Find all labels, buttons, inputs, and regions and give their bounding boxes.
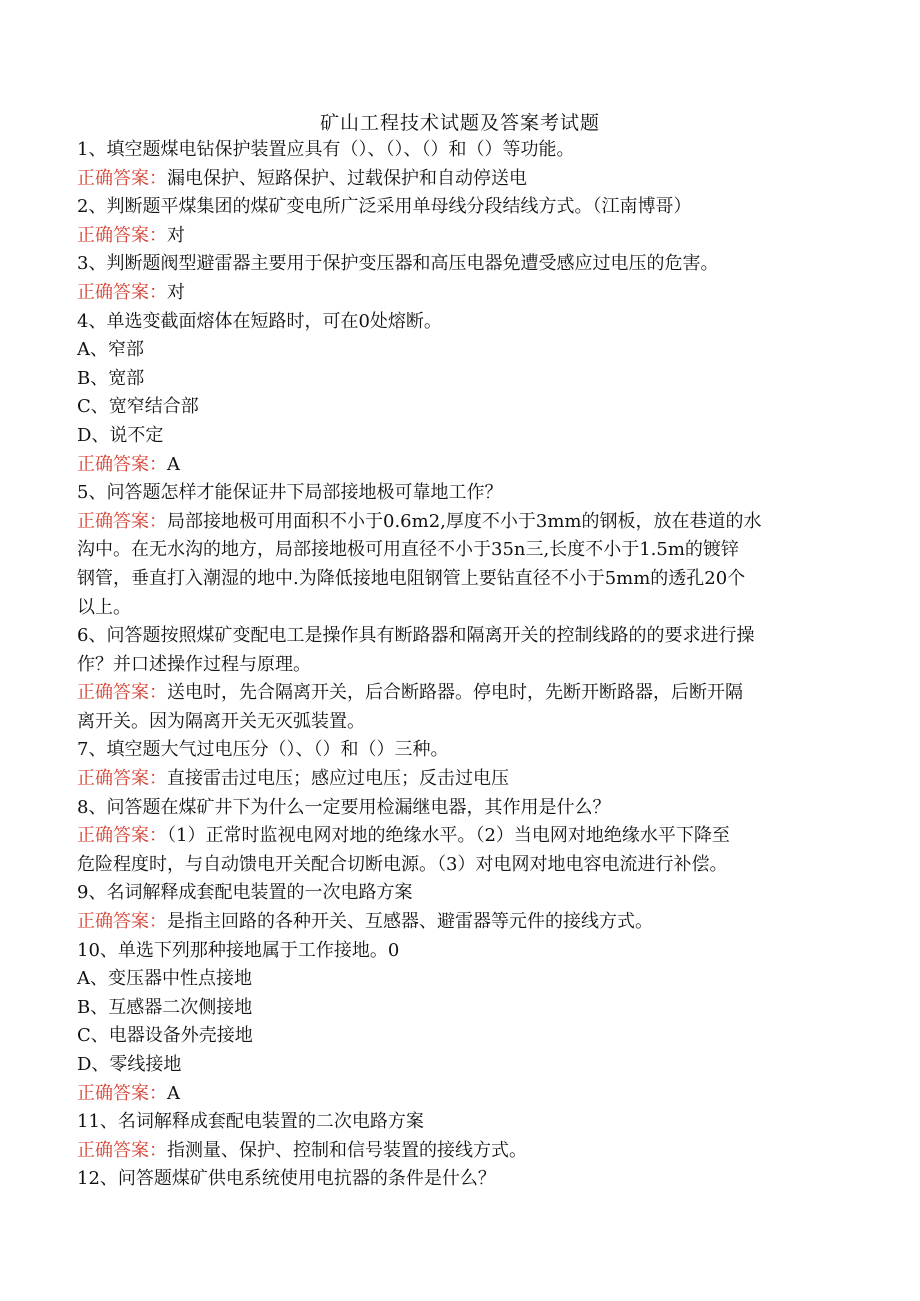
answer-6-line-2: 离开关。因为隔离开关无灭弧装置。 — [77, 710, 365, 732]
answer-text: 是指主回路的各种开关、互感器、避雷器等元件的接线方式。 — [167, 911, 653, 933]
answer-label: 正确答案： — [77, 825, 167, 847]
answer-5-line-4: 以上。 — [77, 596, 131, 618]
question-1: 1、填空题煤电钻保护装置应具有（）、（）、（）和（）等功能。 — [77, 139, 575, 160]
question-10: 10、单选下列那种接地属于工作接地。0 — [77, 939, 400, 961]
answer-7 — [77, 765, 837, 794]
option-b: B、宽部 — [77, 367, 145, 389]
answer-6-line-1 — [77, 679, 837, 708]
answer-text: 局部接地极可用面积不小于0.6m2,厚度不小于3mm的钢板，放在巷道的水 — [167, 510, 762, 532]
question-6-line-2: 作？并口述操作过程与原理。 — [77, 653, 311, 675]
answer-label: 正确答案： — [77, 682, 167, 704]
question-2: 2、判断题平煤集团的煤矿变电所广泛采用单母线分段结线方式。（江南博哥） — [77, 196, 692, 218]
answer-label: 正确答案： — [77, 1139, 167, 1161]
option-b: B、互感器二次侧接地 — [77, 996, 253, 1018]
answer-5-line-3: 钢管，垂直打入潮湿的地中.为降低接地电阻钢管上要钻直径不小于5mm的透孔20个 — [77, 567, 746, 589]
answer-label: 正确答案： — [77, 167, 167, 189]
question-6-line-1: 6、问答题按照煤矿变配电工是操作具有断路器和隔离开关的控制线路的的要求进行操 — [77, 625, 755, 647]
answer-label: 正确答案： — [77, 453, 167, 475]
option-c: C、电器设备外壳接地 — [77, 1025, 253, 1047]
answer-4 — [77, 451, 837, 480]
answer-3 — [77, 279, 837, 308]
option-d: D、说不定 — [77, 424, 164, 446]
answer-8-line-2: 危险程度时，与自动馈电开关配合切断电源。（3）对电网对地电容电流进行补偿。 — [77, 853, 728, 875]
document-title: 矿山工程技术试题及答案考试题 — [319, 112, 600, 134]
answer-5-line-2: 沟中。在无水沟的地方，局部接地极可用直径不小于35n三,长度不小于1.5m的镀锌 — [77, 539, 739, 561]
question-8: 8、问答题在煤矿井下为什么一定要用检漏继电器，其作用是什么？ — [77, 796, 611, 818]
answer-2 — [77, 222, 837, 251]
question-7: 7、填空题大气过电压分（）、（）和（）三种。 — [77, 739, 449, 761]
option-a: A、变压器中性点接地 — [77, 968, 252, 990]
answer-5-line-1 — [77, 508, 837, 537]
question-3: 3、判断题阀型避雷器主要用于保护变压器和高压电器免遭受感应过电压的危害。 — [77, 253, 719, 275]
answer-label: 正确答案： — [77, 911, 167, 933]
question-list — [77, 136, 837, 1194]
answer-text: 对 — [167, 224, 185, 246]
answer-text: A — [167, 1082, 180, 1104]
answer-1 — [77, 165, 837, 194]
question-11: 11、名词解释成套配电装置的二次电路方案 — [77, 1111, 424, 1133]
answer-8-line-1 — [77, 822, 837, 851]
answer-text: 对 — [167, 281, 185, 303]
answer-label: 正确答案： — [77, 281, 167, 303]
answer-label: 正确答案： — [77, 1082, 167, 1104]
answer-label: 正确答案： — [77, 510, 167, 532]
answer-9 — [77, 908, 837, 937]
answer-10 — [77, 1080, 837, 1109]
answer-text: （1）正常时监视电网对地的绝缘水平。（2）当电网对地绝缘水平下降至 — [167, 825, 730, 847]
question-4: 4、单选变截面熔体在短路时，可在0处熔断。 — [77, 310, 442, 332]
option-d: D、零线接地 — [77, 1054, 182, 1075]
question-12: 12、问答题煤矿供电系统使用电抗器的条件是什么？ — [77, 1168, 496, 1190]
question-5: 5、问答题怎样才能保证井下局部接地极可靠地工作？ — [77, 482, 503, 504]
answer-text: 送电时，先合隔离开关，后合断路器。停电时，先断开断路器，后断开隔 — [167, 682, 743, 704]
answer-text: 漏电保护、短路保护、过载保护和自动停送电 — [167, 167, 527, 189]
question-9: 9、名词解释成套配电装置的一次电路方案 — [77, 882, 413, 904]
answer-text: 指测量、保护、控制和信号装置的接线方式。 — [167, 1139, 527, 1161]
answer-text: 直接雷击过电压；感应过电压；反击过电压 — [167, 768, 509, 790]
answer-11 — [77, 1137, 837, 1166]
option-a: A、窄部 — [77, 339, 144, 361]
option-c: C、宽窄结合部 — [77, 396, 199, 418]
answer-label: 正确答案： — [77, 224, 167, 246]
answer-label: 正确答案： — [77, 768, 167, 790]
answer-text: A — [167, 453, 180, 475]
